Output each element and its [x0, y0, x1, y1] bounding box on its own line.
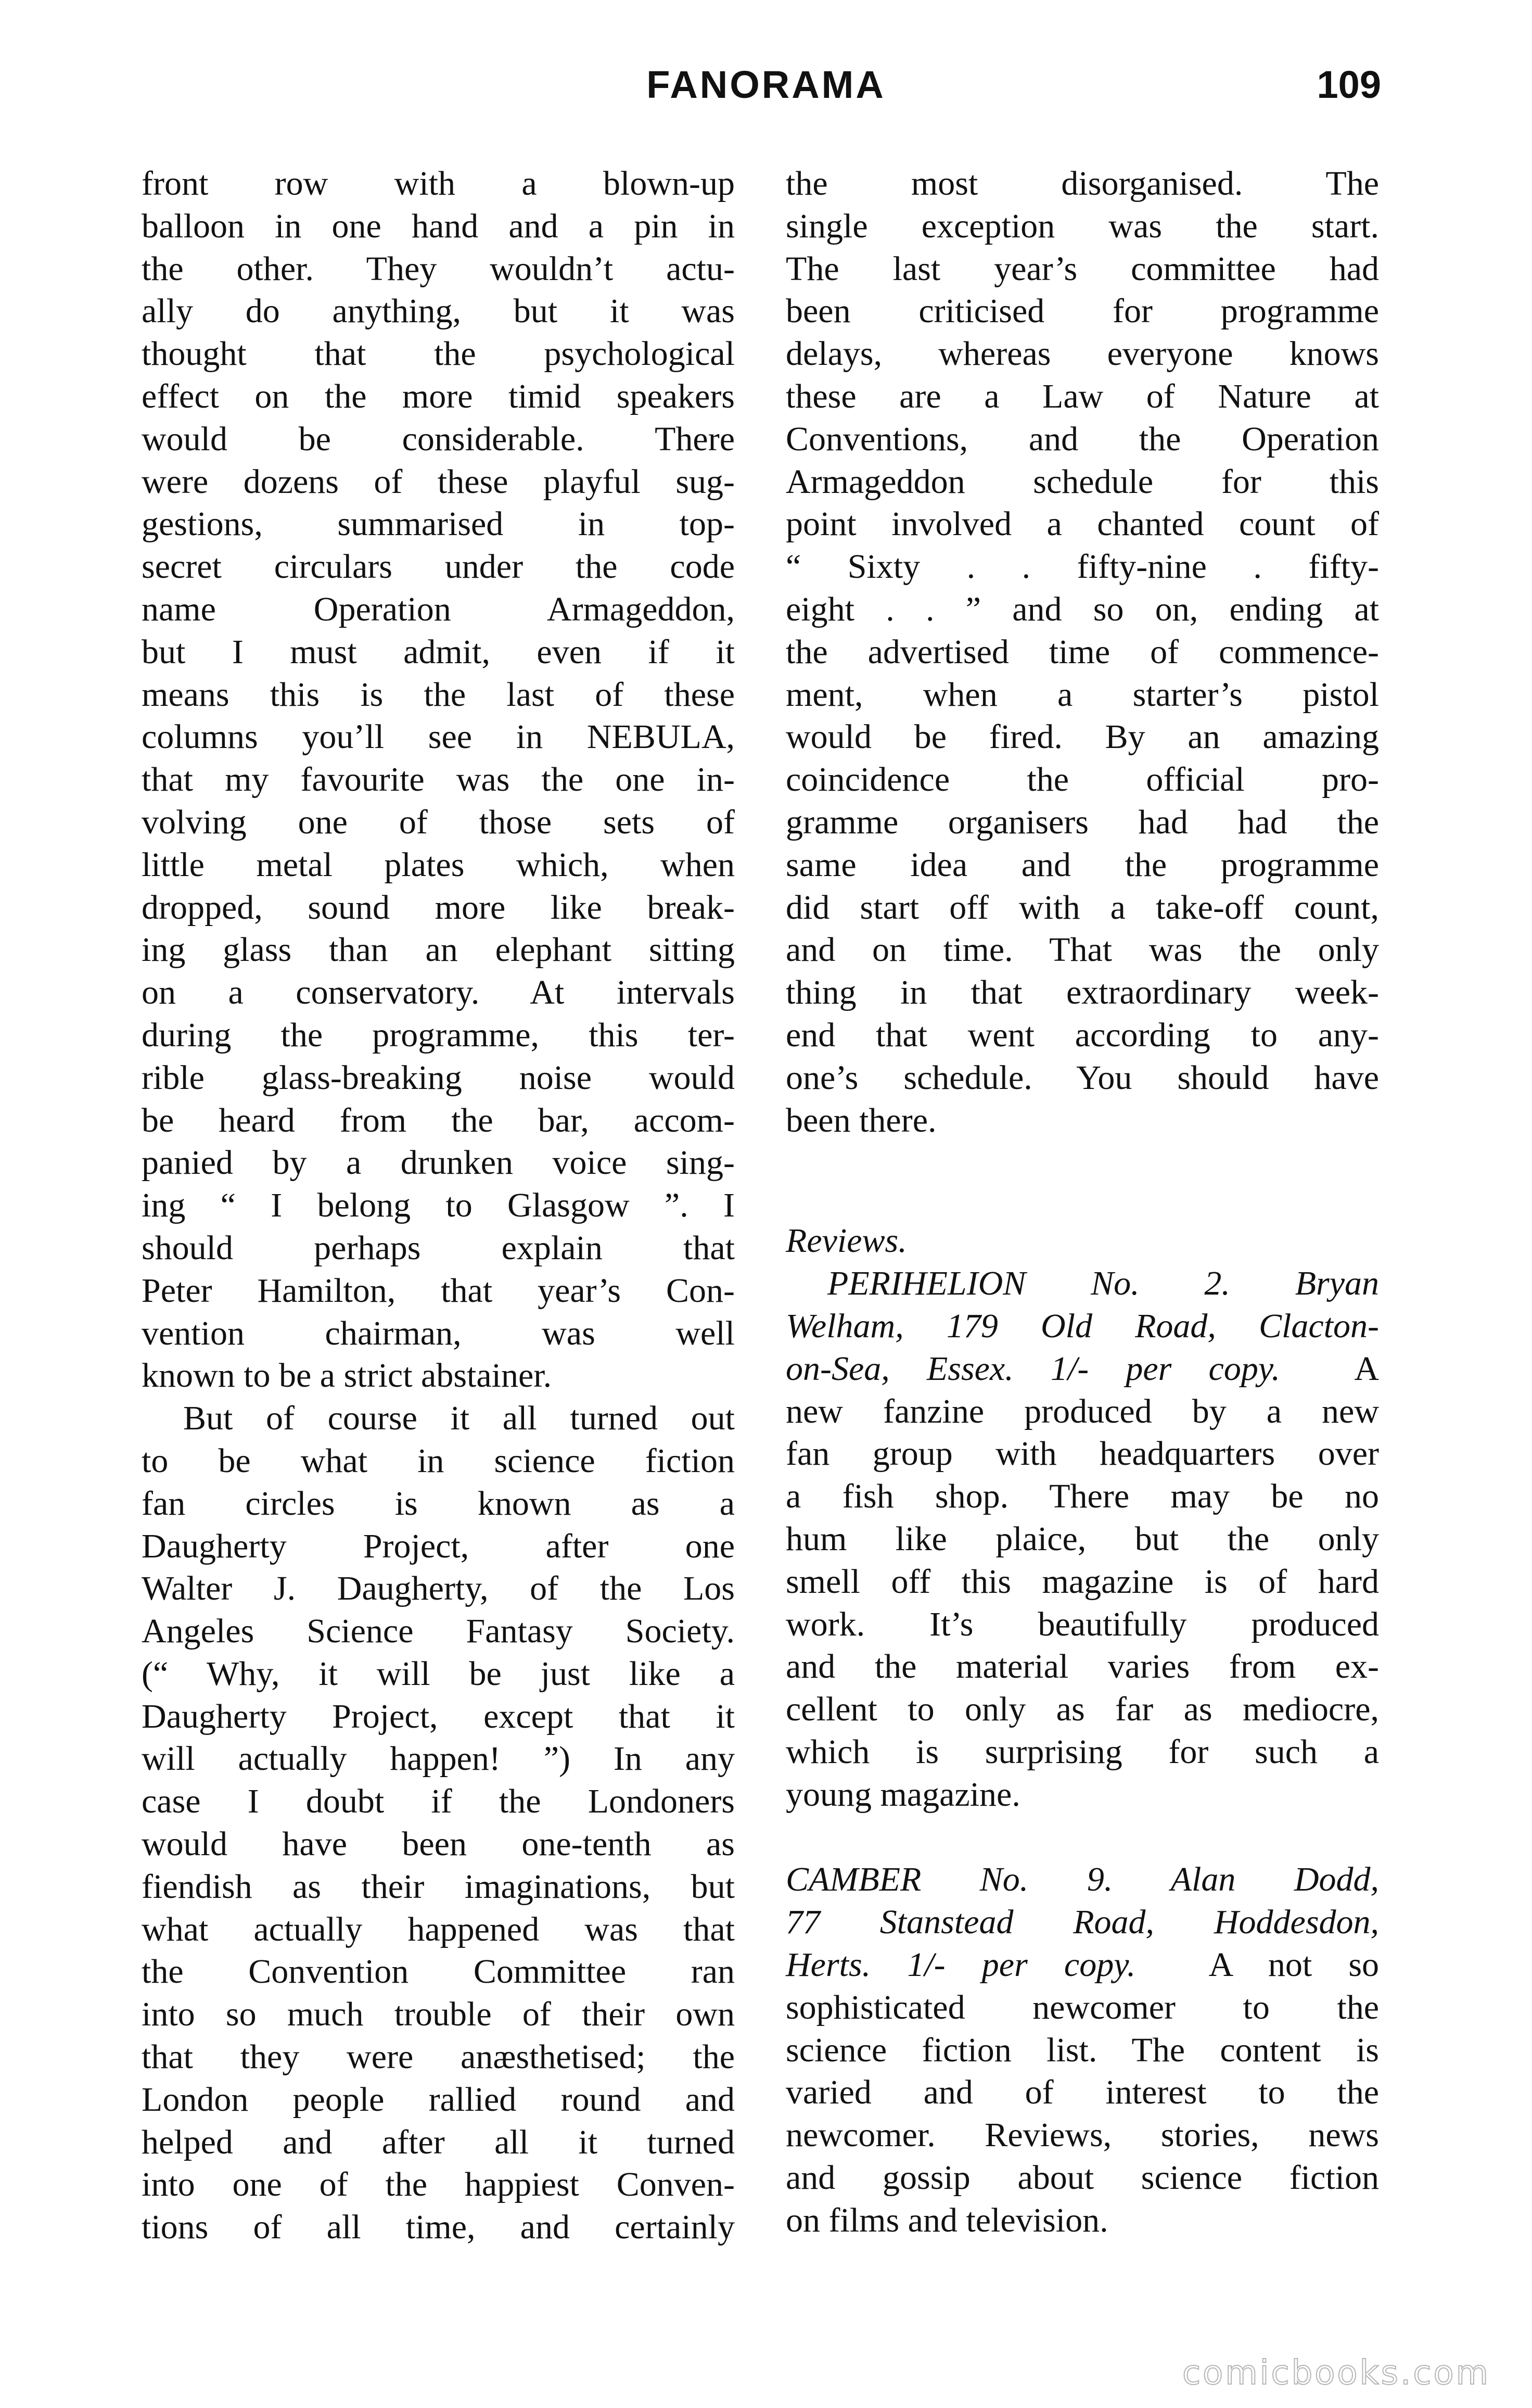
text-line: tions of all time, and certainly [142, 2208, 735, 2247]
text-line: would be considerable. There [142, 420, 735, 458]
text-line: secret circulars under the code [142, 548, 735, 586]
text-line: fiendish as their imaginations, but [142, 1867, 735, 1906]
review-heading: Herts. 1/- per copy. [786, 1946, 1136, 1984]
text-line: the advertised time of commence- [786, 632, 1379, 671]
text-line: into so much trouble of their own [142, 1995, 735, 2034]
text-line: coincidence the official pro- [786, 761, 1379, 799]
page-number: 109 [1317, 63, 1381, 106]
text-line: Daugherty Project, after one [142, 1527, 735, 1565]
text-line: known to be a strict abstainer. [142, 1357, 552, 1395]
text-line: science fiction list. The content is [786, 2031, 1379, 2069]
text-line: on films and television. [786, 2201, 1108, 2239]
text-line: vention chairman, was well [142, 1314, 735, 1352]
text-line: newcomer. Reviews, stories, news [786, 2116, 1379, 2154]
text-line: helped and after all it turned [142, 2123, 735, 2161]
text-line: (“ Why, it will be just like a [142, 1654, 735, 1693]
text-line: name Operation Armageddon, [142, 590, 735, 628]
text-line: ment, when a starter’s pistol [786, 675, 1379, 714]
text-line: same idea and the programme [786, 845, 1379, 884]
right-column [786, 162, 1379, 2242]
text-line: that they were anæsthetised; the [142, 2038, 735, 2076]
text-line: to be what in science fiction [142, 1441, 735, 1480]
text-line: Daugherty Project, except that it [142, 1697, 735, 1735]
text-line: A [1354, 1349, 1379, 1388]
text-line: effect on the more timid speakers [142, 377, 735, 415]
text-line: new fanzine produced by a new [786, 1392, 1379, 1430]
text-line: be heard from the bar, accom- [142, 1101, 735, 1139]
text-line: one’s schedule. You should have [786, 1058, 1379, 1097]
text-line: Conventions, and the Operation [786, 420, 1379, 458]
text-line: and gossip about science fiction [786, 2159, 1379, 2197]
text-line: London people rallied round and [142, 2080, 735, 2119]
text-line: were dozens of these playful sug- [142, 462, 735, 501]
text-line: smell off this magazine is of hard [786, 1562, 1379, 1601]
text-line: what actually happened was that [142, 1910, 735, 1948]
text-line: ing glass than an elephant sitting [142, 931, 735, 969]
left-column [142, 162, 735, 2249]
text-line: and the material varies from ex- [786, 1647, 1379, 1686]
text-line: panied by a drunken voice sing- [142, 1144, 735, 1182]
text-line: been criticised for programme [786, 292, 1379, 331]
text-line: balloon in one hand and a pin in [142, 207, 735, 245]
text-line: A not so [1208, 1946, 1380, 1984]
text-line: means this is the last of these [142, 675, 735, 714]
text-line: a fish shop. There may be no [786, 1477, 1379, 1516]
text-line: rible glass-breaking noise would [142, 1058, 735, 1097]
text-line: fan circles is known as a [142, 1484, 735, 1523]
text-line: been there. [786, 1101, 937, 1139]
text-line: would be fired. By an amazing [786, 718, 1379, 756]
text-line: point involved a chanted count of [786, 505, 1379, 543]
text-line [786, 1944, 1379, 1986]
text-line: sophisticated newcomer to the [786, 1988, 1379, 2026]
text-line: the other. They wouldn’t actu- [142, 249, 735, 288]
text-line: front row with a blown-up [142, 164, 735, 202]
text-line: varied and of interest to the [786, 2073, 1379, 2112]
text-line: ally do anything, but it was [142, 292, 735, 331]
text-line: little metal plates which, when [142, 845, 735, 884]
text-line: young magazine. [786, 1775, 1020, 1814]
text-line: ing “ I belong to Glasgow ”. I [142, 1186, 735, 1225]
text-line: delays, whereas everyone knows [786, 335, 1379, 373]
text-line: these are a Law of Nature at [786, 377, 1379, 415]
text-line: fan group with headquarters over [786, 1435, 1379, 1473]
text-line: Walter J. Daugherty, of the Los [142, 1569, 735, 1608]
text-line: but I must admit, even if it [142, 632, 735, 671]
text-line: case I doubt if the Londoners [142, 1782, 735, 1821]
text-line: will actually happen! ”) In any [142, 1740, 735, 1778]
running-header: FANORAMA [646, 63, 886, 106]
text-line: into one of the happiest Conven- [142, 2165, 735, 2204]
text-line: cellent to only as far as mediocre, [786, 1690, 1379, 1729]
text-line: Armageddon schedule for this [786, 462, 1379, 501]
text-line: dropped, sound more like break- [142, 888, 735, 927]
text-line: gestions, summarised in top- [142, 505, 735, 543]
review-heading: on-Sea, Essex. 1/- per copy. [786, 1349, 1280, 1388]
text-line: single exception was the start. [786, 207, 1379, 245]
text-line: and on time. That was the only [786, 931, 1379, 969]
text-line: thing in that extraordinary week- [786, 973, 1379, 1012]
text-line: hum like plaice, but the only [786, 1519, 1379, 1558]
text-line: “ Sixty . . fifty-nine . fifty- [786, 548, 1379, 586]
text-line [786, 1348, 1379, 1390]
review-heading: Welham, 179 Old Road, Clacton- [786, 1307, 1379, 1345]
text-line: thought that the psychological [142, 335, 735, 373]
watermark: comicbooks.com [1182, 2354, 1490, 2392]
text-line: did start off with a take-off count, [786, 888, 1379, 927]
text-line: But of course it all turned out [183, 1399, 735, 1438]
text-line: which is surprising for such a [786, 1732, 1379, 1771]
text-line: columns you’ll see in NEBULA, [142, 718, 735, 756]
text-line: eight . . ” and so on, ending at [786, 590, 1379, 628]
section-heading-reviews: Reviews. [786, 1222, 907, 1260]
text-line: should perhaps explain that [142, 1228, 735, 1267]
text-line: on a conservatory. At intervals [142, 973, 735, 1012]
text-line: that my favourite was the one in- [142, 761, 735, 799]
text-line: work. It’s beautifully produced [786, 1605, 1379, 1643]
text-line: The last year’s committee had [786, 249, 1379, 288]
text-line: would have been one-tenth as [142, 1825, 735, 1864]
text-line: the most disorganised. The [786, 164, 1379, 202]
text-line: Peter Hamilton, that year’s Con- [142, 1271, 735, 1310]
text-line: the Convention Committee ran [142, 1953, 735, 1991]
text-line: during the programme, this ter- [142, 1016, 735, 1054]
text-line: volving one of those sets of [142, 803, 735, 841]
review-heading: CAMBER No. 9. Alan Dodd, [786, 1860, 1379, 1899]
text-line: gramme organisers had had the [786, 803, 1379, 841]
text-line: end that went according to any- [786, 1016, 1379, 1054]
text-line: Angeles Science Fantasy Society. [142, 1612, 735, 1651]
review-heading: 77 Stanstead Road, Hoddesdon, [786, 1903, 1379, 1942]
review-heading: PERIHELION No. 2. Bryan [827, 1264, 1379, 1303]
